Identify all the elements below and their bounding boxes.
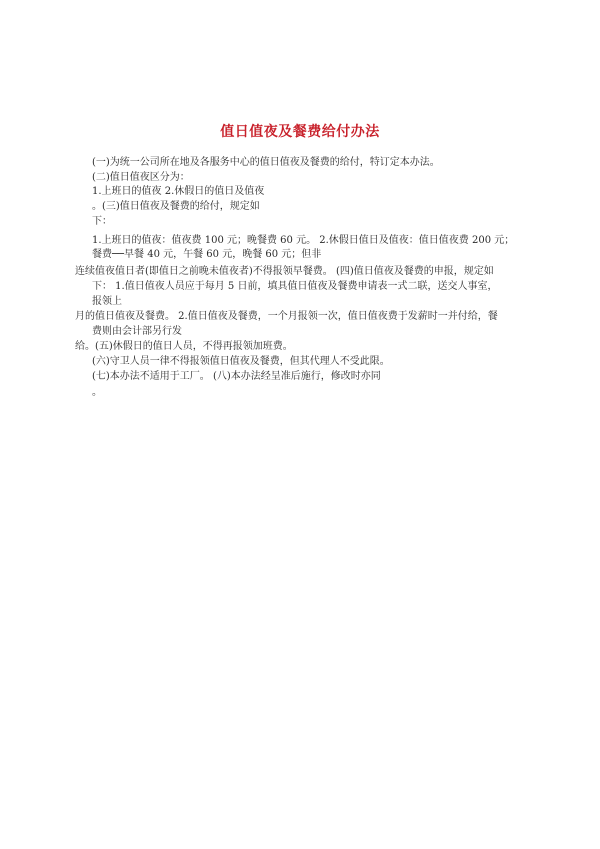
text-line: (六)守卫人员一律不得报领值日值夜及餐费，但其代理人不受此限。 [92, 356, 390, 367]
text-line: 报领上 [92, 296, 122, 307]
document-title: 值日值夜及餐费给付办法 [220, 124, 380, 140]
text-line: 下： [92, 216, 112, 227]
text-line: (七)本办法不适用于工厂。 (八)本办法经呈准后施行，修改时亦同 [92, 371, 381, 382]
text-line: 1.上班日的值夜：值夜费 100 元；晚餐费 60 元。 2.休假日值日及值夜：值日值夜费 200 元； [92, 235, 515, 246]
text-line: (一)为统一公司所在地及各服务中心的值日值夜及餐费的给付，特订定本办法。 [92, 157, 440, 168]
text-line: 给。(五)休假日的值日人员，不得再报领加班费。 [75, 341, 293, 352]
text-line: 。(三)值日值夜及餐费的给付，规定如 [92, 201, 260, 212]
text-line: (二)值日值夜区分为： [92, 172, 190, 183]
text-line: 1.上班日的值夜 2.休假日的值日及值夜 [92, 186, 265, 197]
text-line: 下： 1.值日值夜人员应于每月 5 日前，填具值日值夜及餐费申请表一式二联，送交人事室， [92, 281, 498, 292]
text-line: 。 [92, 387, 102, 398]
text-line: 费则由会计部另行发 [92, 326, 182, 337]
text-line: 连续值夜值日者(即值日之前晚未值夜者)不得报领早餐费。 (四)值日值夜及餐费的申报，规定如 [75, 266, 494, 277]
text-line: 月的值日值夜及餐费。 2.值日值夜及餐费，一个月报领一次，值日值夜费于发薪时一并付给，餐 [75, 311, 498, 322]
text-line: 餐费──早餐 40 元，午餐 60 元，晚餐 60 元；但非 [92, 249, 322, 260]
